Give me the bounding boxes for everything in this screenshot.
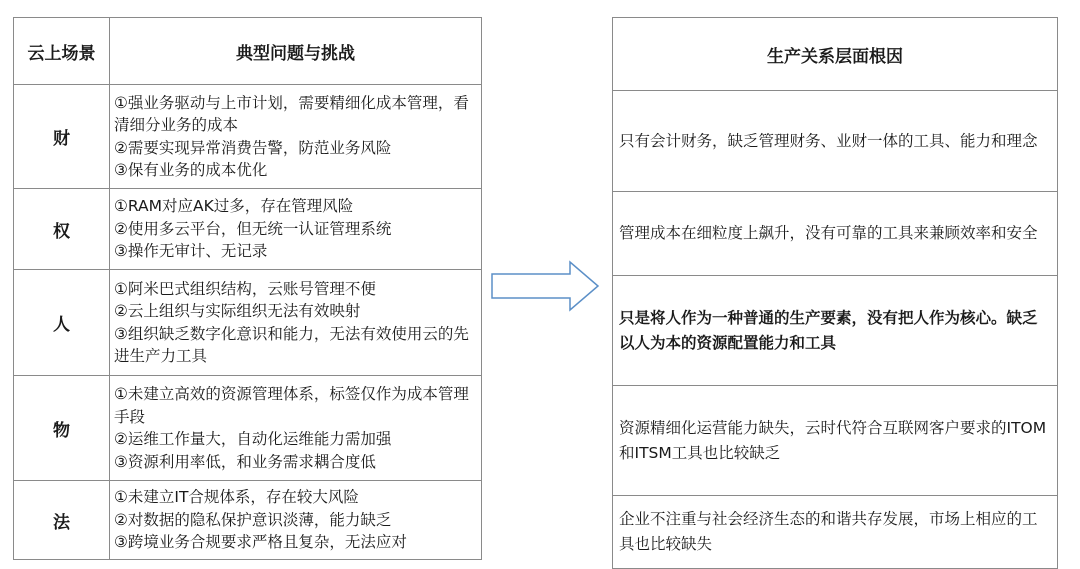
root-cause-cell: 资源精细化运营能力缺失，云时代符合互联网客户要求的ITOM和ITSM工具也比较缺乏	[613, 386, 1058, 496]
scenario-issues-table	[13, 17, 482, 560]
scene-cell: 权	[14, 189, 110, 270]
issues-cell	[110, 189, 482, 270]
issue-line: ①强业务驱动与上市计划，需要精细化成本管理，看清细分业务的成本	[114, 93, 469, 134]
issue-line: ③操作无审计、无记录	[114, 242, 268, 261]
table-row	[14, 376, 482, 481]
root-cause-cell: 只有会计财务，缺乏管理财务、业财一体的工具、能力和理念	[613, 91, 1058, 192]
issues-cell	[110, 481, 482, 560]
table-row	[613, 386, 1058, 496]
issues-cell	[110, 376, 482, 481]
right-arrow-icon	[490, 260, 602, 312]
issue-line: ②对数据的隐私保护意识淡薄，能力缺乏	[114, 510, 392, 529]
issues-cell	[110, 85, 482, 189]
root-cause-cell: 企业不注重与社会经济生态的和谐共存发展，市场上相应的工具也比较缺失	[613, 496, 1058, 569]
issue-line: ①未建立高效的资源管理体系，标签仅作为成本管理手段	[114, 385, 469, 426]
table-row	[14, 189, 482, 270]
issue-line: ②使用多云平台，但无统一认证管理系统	[114, 219, 392, 238]
table-header-row	[613, 18, 1058, 91]
issue-line: ③资源利用率低，和业务需求耦合度低	[114, 452, 376, 471]
header-scene: 云上场景	[14, 18, 110, 85]
issue-line: ③组织缺乏数字化意识和能力，无法有效使用云的先进生产力工具	[114, 324, 469, 365]
scene-cell: 物	[14, 376, 110, 481]
issues-cell	[110, 270, 482, 376]
issue-line: ①RAM对应AK过多，存在管理风险	[114, 197, 354, 216]
header-root-cause: 生产关系层面根因	[613, 18, 1058, 91]
root-cause-cell-emphasized: 只是将人作为一种普通的生产要素，没有把人作为核心。缺乏以人为本的资源配置能力和工具	[613, 276, 1058, 386]
scene-cell: 财	[14, 85, 110, 189]
issue-line: ①未建立IT合规体系，存在较大风险	[114, 488, 359, 507]
table-row	[14, 270, 482, 376]
issue-line: ②运维工作量大，自动化运维能力需加强	[114, 430, 392, 448]
scene-cell: 人	[14, 270, 110, 376]
table-row	[613, 276, 1058, 386]
root-cause-table	[612, 17, 1058, 569]
table-row	[613, 91, 1058, 192]
issue-line: ③保有业务的成本优化	[114, 161, 268, 179]
table-row	[613, 192, 1058, 276]
table-row	[14, 481, 482, 560]
root-cause-cell: 管理成本在细粒度上飙升，没有可靠的工具来兼顾效率和安全	[613, 192, 1058, 276]
header-issues: 典型问题与挑战	[110, 18, 482, 85]
issue-line: ②需要实现异常消费告警，防范业务风险	[114, 138, 392, 157]
table-row	[613, 496, 1058, 569]
issue-line: ②云上组织与实际组织无法有效映射	[114, 302, 361, 320]
issue-line: ①阿米巴式组织结构，云账号管理不便	[114, 279, 376, 298]
issue-line: ③跨境业务合规要求严格且复杂，无法应对	[114, 533, 407, 552]
table-header-row	[14, 18, 482, 85]
table-row	[14, 85, 482, 189]
scene-cell: 法	[14, 481, 110, 560]
